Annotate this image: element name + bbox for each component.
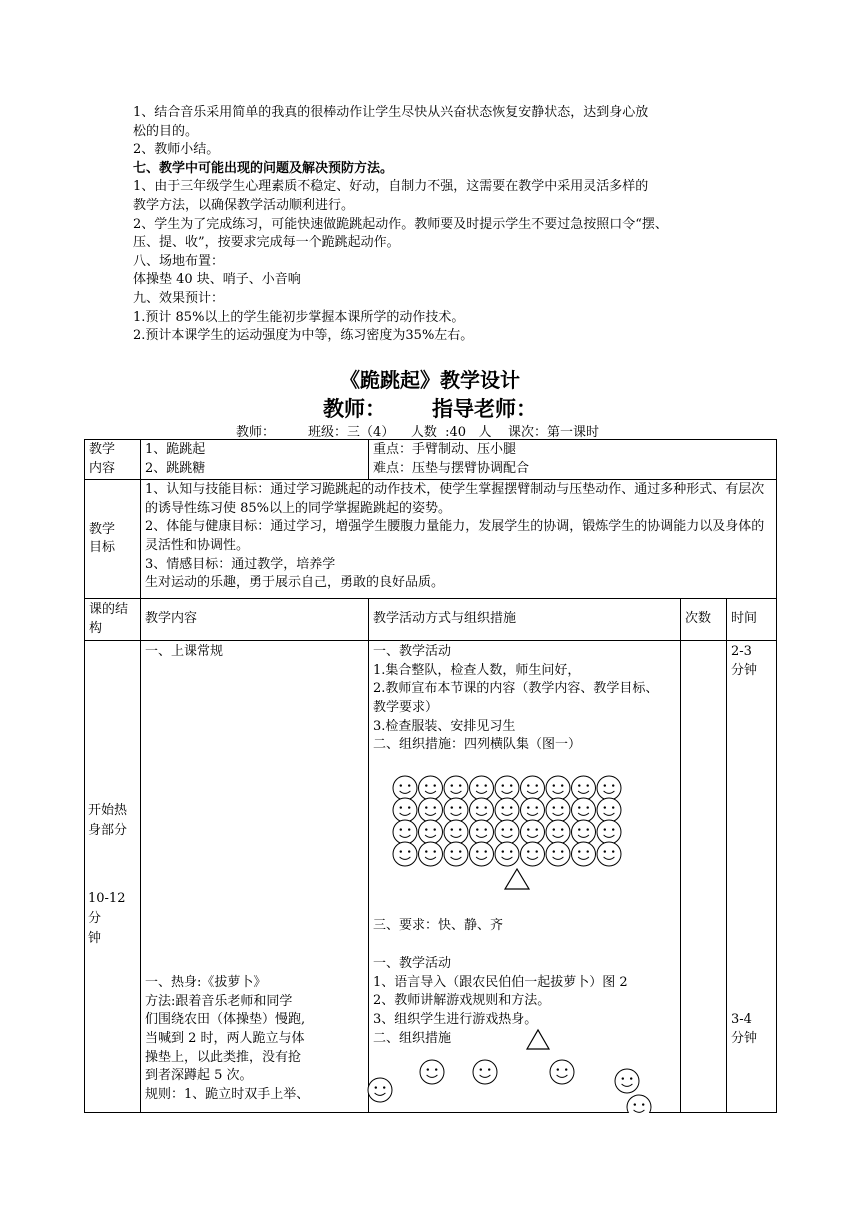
student-smiley-icon bbox=[393, 798, 417, 822]
warmup-line: 到者深蹲起 5 次。 bbox=[145, 1068, 253, 1084]
student-smiley-icon bbox=[473, 1060, 497, 1084]
time-cell bbox=[727, 641, 777, 1113]
warmup-line: 当喊到 2 时，两人跪立与体 bbox=[145, 1030, 305, 1046]
preceding-text-block bbox=[133, 104, 743, 346]
student-smiley-icon bbox=[597, 798, 621, 822]
student-smiley-icon bbox=[615, 1069, 639, 1093]
advisor-label: 指导老师： bbox=[432, 396, 537, 421]
key-point: 重点：手臂制动、压小腿 bbox=[373, 442, 517, 457]
text-line: 2、教师小结。 bbox=[133, 142, 220, 158]
content-items bbox=[141, 440, 369, 480]
student-smiley-icon bbox=[470, 798, 494, 822]
header-structure: 课的结构 bbox=[85, 599, 141, 641]
student-smiley-icon bbox=[444, 842, 468, 866]
activity-line: 二、组织措施 bbox=[373, 1030, 452, 1046]
activity-line: 2.教师宣布本节课的内容（教学内容、教学目标、 bbox=[373, 681, 659, 697]
student-smiley-icon bbox=[572, 776, 596, 800]
student-smiley-icon bbox=[470, 842, 494, 866]
warmup-line: 规则：1、跪立时双手上举、 bbox=[145, 1086, 310, 1102]
time-value: 3-4 bbox=[731, 1012, 752, 1028]
activity-line: 二、组织措施：四列横队集（图一） bbox=[373, 737, 582, 753]
student-smiley-icon bbox=[393, 776, 417, 800]
header-content: 教学内容 bbox=[141, 599, 369, 641]
content-label: 教学 内容 bbox=[85, 440, 141, 480]
student-smiley-icon bbox=[444, 798, 468, 822]
student-smiley-icon bbox=[597, 820, 621, 844]
activity-line: 1、语言导入（跟农民伯伯一起拔萝卜）图 2 bbox=[373, 974, 628, 990]
warmup-line: 们围绕农田（体操垫）慢跑, bbox=[145, 1012, 306, 1028]
activity-line: 2、教师讲解游戏规则和方法。 bbox=[373, 993, 551, 1009]
goal-item: 2、体能与健康目标：通过学习，增强学生腰腹力量能力，发展学生的协调，锻炼学生的协调能力以及身体的灵活性和协调性。 bbox=[145, 519, 765, 553]
student-smiley-icon bbox=[546, 842, 570, 866]
activity-line: 1.集合整队，检查人数，师生问好， bbox=[373, 662, 581, 678]
time-value: 2-3 bbox=[731, 644, 752, 660]
text-line: 九、效果预计： bbox=[133, 290, 225, 306]
text-line: 1、由于三年级学生心理素质不稳定、好动，自制力不强，这需要在教学中采用灵活多样的 bbox=[133, 179, 649, 195]
student-smiley-icon bbox=[495, 842, 519, 866]
student-smiley-icon bbox=[546, 820, 570, 844]
lesson-plan-table bbox=[84, 439, 777, 1113]
teacher-label: 教师： bbox=[323, 396, 386, 421]
structure-cell bbox=[85, 641, 141, 1113]
text-line: 1.预计 85%以上的学生能初步掌握本课所学的动作技术。 bbox=[133, 309, 465, 325]
text-line: 2.预计本课学生的运动强度为中等，练习密度为35%左右。 bbox=[133, 328, 474, 344]
student-smiley-icon bbox=[627, 1095, 651, 1113]
student-smiley-icon bbox=[597, 842, 621, 866]
goal-item: 3、情感目标：通过教学，培养学 bbox=[145, 556, 336, 572]
section-time-num: 10-12 bbox=[88, 891, 126, 907]
warmup-title: 一、热身:《拔萝卜》 bbox=[145, 975, 267, 991]
student-smiley-icon bbox=[393, 820, 417, 844]
student-smiley-icon bbox=[420, 1060, 444, 1084]
warmup-line: 操垫上，以此类推，没有抢 bbox=[145, 1049, 302, 1065]
student-smiley-icon bbox=[419, 842, 443, 866]
student-smiley-icon bbox=[546, 798, 570, 822]
text-line: 1、结合音乐采用简单的我真的很棒动作让学生尽快从兴奋状态恢复安静状态，达到身心放 bbox=[133, 105, 649, 120]
student-smiley-icon bbox=[444, 820, 468, 844]
teacher-triangle-icon bbox=[527, 1030, 549, 1049]
activity-block-1 bbox=[373, 643, 679, 755]
activity-line: 一、教学活动 bbox=[373, 956, 452, 972]
header-activity: 教学活动方式与组织措施 bbox=[369, 599, 681, 641]
section-time-unit: 分 bbox=[88, 911, 102, 927]
student-smiley-icon bbox=[572, 842, 596, 866]
student-smiley-icon bbox=[521, 842, 545, 866]
goals bbox=[141, 480, 777, 599]
student-smiley-icon bbox=[597, 776, 621, 800]
student-smiley-icon bbox=[572, 798, 596, 822]
student-smiley-icon bbox=[470, 776, 494, 800]
goal-item: 生对运动的乐趣，勇于展示自己，勇敢的良好品质。 bbox=[145, 575, 445, 591]
text-line: 压、提、收”，按要求完成每一个跪跳起动作。 bbox=[133, 235, 400, 251]
student-smiley-icon bbox=[419, 820, 443, 844]
text-line: 2、学生为了完成练习，可能快速做跪跳起动作。教师要及时提示学生不要过急按照口令“摆、 bbox=[133, 216, 668, 232]
header-time: 时间 bbox=[727, 599, 777, 641]
teacher-heading bbox=[0, 393, 860, 423]
activity-line: 一、教学活动 bbox=[373, 644, 452, 660]
routine-title: 一、上课常规 bbox=[145, 644, 224, 660]
section-label: 开始热身部分 bbox=[88, 803, 128, 839]
student-smiley-icon bbox=[495, 820, 519, 844]
warmup-line: 方法:跟着音乐老师和同学 bbox=[145, 993, 293, 1009]
activity-line: 3、组织学生进行游戏热身。 bbox=[373, 1011, 538, 1027]
warmup-block bbox=[145, 974, 331, 1104]
text-line: 八、场地布置： bbox=[133, 253, 225, 269]
time-unit: 分钟 bbox=[731, 662, 758, 678]
text-line: 教学方法，以确保教学活动顺利进行。 bbox=[133, 197, 355, 213]
content-item: 1、跪跳起 bbox=[145, 442, 206, 457]
student-smiley-icon bbox=[393, 842, 417, 866]
student-smiley-icon bbox=[368, 1078, 392, 1102]
student-smiley-icon bbox=[521, 798, 545, 822]
activity-line: 3.检查服装、安排见习生 bbox=[373, 718, 516, 734]
section-heading: 七、教学中可能出现的问题及解决预防方法。 bbox=[133, 160, 394, 176]
goal-item: 1、认知与技能目标：通过学习跪跳起的动作技术，使学生掌握摆臂制动与压垫动作、通过多种形式、有层次的诱导性练习使 85%以上的同学掌握跪跳起的姿势。 bbox=[145, 482, 765, 516]
formation-diagram-1 bbox=[369, 771, 681, 903]
student-smiley-icon bbox=[419, 776, 443, 800]
time-2 bbox=[731, 1011, 757, 1048]
student-smiley-icon bbox=[550, 1060, 574, 1084]
student-smiley-icon bbox=[521, 820, 545, 844]
time-1 bbox=[731, 643, 757, 680]
key-points bbox=[369, 440, 777, 480]
student-smiley-icon bbox=[495, 798, 519, 822]
student-smiley-icon bbox=[470, 820, 494, 844]
content-item: 2、跳跳糖 bbox=[145, 460, 206, 476]
text-line: 松的目的。 bbox=[133, 123, 199, 139]
document-title: 《跪跳起》教学设计 bbox=[340, 368, 520, 392]
student-smiley-icon bbox=[521, 776, 545, 800]
text-line: 体操垫 40 块、哨子、小音响 bbox=[133, 272, 301, 288]
formation-diagram-2 bbox=[309, 1021, 689, 1113]
header-count: 次数 bbox=[681, 599, 727, 641]
student-smiley-icon bbox=[546, 776, 570, 800]
student-smiley-icon bbox=[419, 798, 443, 822]
section-time bbox=[88, 889, 125, 949]
teacher-triangle-icon bbox=[505, 869, 529, 889]
time-unit: 分钟 bbox=[731, 1030, 758, 1046]
section-time-unit: 钟 bbox=[88, 931, 102, 947]
difficulty: 难点：压垫与摆臂协调配合 bbox=[373, 460, 530, 476]
student-smiley-icon bbox=[444, 776, 468, 800]
goal-label: 教学 目标 bbox=[85, 480, 141, 599]
requirement: 三、要求：快、静、齐 bbox=[373, 918, 504, 934]
activity-cell bbox=[369, 641, 681, 1113]
student-smiley-icon bbox=[495, 776, 519, 800]
activity-line: 教学要求） bbox=[373, 699, 439, 715]
class-meta-line: 教师： 班级：三（4） 人数 :40 人 课次：第一课时 bbox=[236, 425, 599, 440]
student-smiley-icon bbox=[572, 820, 596, 844]
